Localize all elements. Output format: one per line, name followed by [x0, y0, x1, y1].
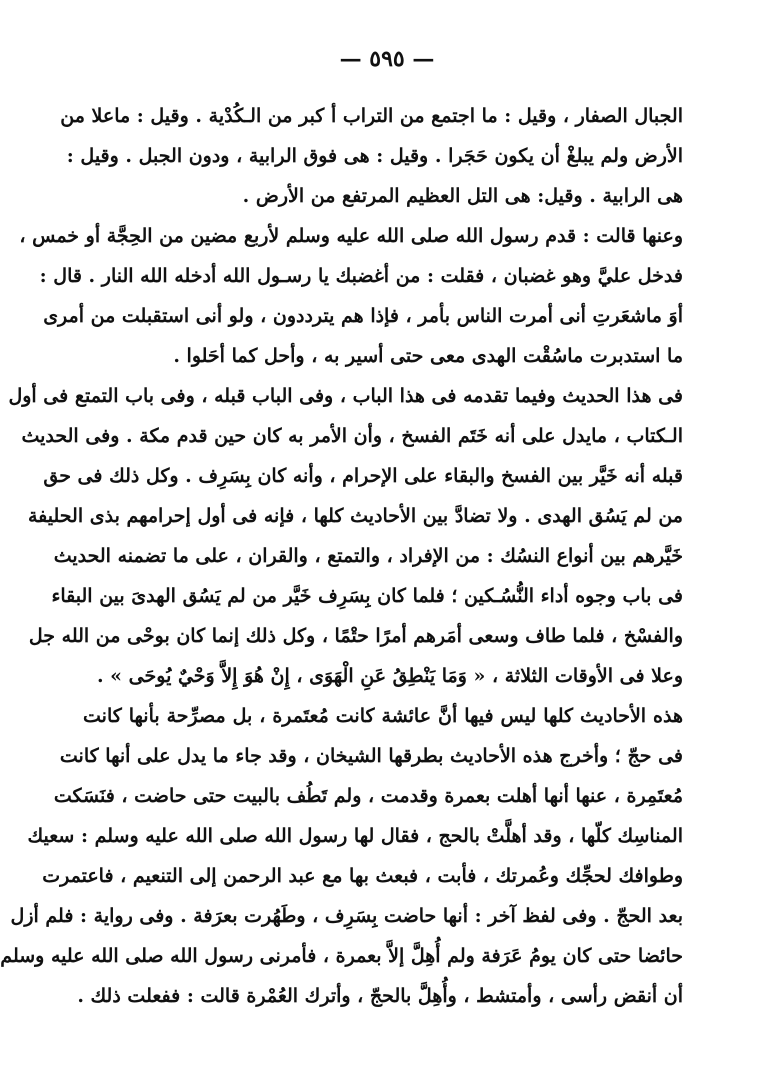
- text-line: بعد الحجّ . وفى لفظ آخر : أنها حاضت بِسَرِف ، وطَهُرت بعرَفة . وفى رواية : فلم أزل: [10, 905, 683, 927]
- text-line: أن أنقض رأسى ، وأمتشط ، وأُهِلَّ بالحجّ ، وأترك العُمْرة قالت : ففعلت ذلك .: [77, 985, 683, 1007]
- text-line: الـكتاب ، مايدل على أنه خَتَم الفسخ ، وأن الأمر به كان حين قدم مكة . وفى الحديث: [21, 425, 683, 447]
- text-line: المناسِك كلّها ، وقد أهلَّتْ بالحج ، فقال لها رسول الله صلى الله عليه وسلم : سعيك: [27, 825, 683, 847]
- text-line: حائضا حتى كان يومُ عَرَفة ولم أُهِلَّ إلاَّ بعمرة ، فأمرنى رسول الله صلى الله عليه وسلم: [0, 945, 683, 967]
- text-line: هذه الأحاديث كلها ليس فيها أنَّ عائشة كانت مُعتَمرة ، بل مصرِّحة بأنها كانت: [83, 705, 683, 727]
- body-text: [0, 96, 683, 1016]
- text-line: من لم يَسُق الهدى . ولا تضادَّ بين الأحاديث كلها ، فإنه فى أول إحرامهم بذى الحليفة: [27, 505, 683, 527]
- text-line: وعنها قالت : قدم رسول الله صلى الله عليه وسلم لأربع مضين من الحِجَّة أو خمس ،: [19, 225, 683, 247]
- text-line: الأرض ولم يبلغْ أن يكون حَجَرا . وقيل : هى فوق الرابية ، ودون الجبل . وقيل :: [66, 145, 683, 167]
- text-line: فى حجّ ؛ وأخرج هذه الأحاديث بطرقها الشيخان ، وقد جاء ما يدل على أنها كانت: [59, 745, 683, 767]
- text-line: فى باب وجوه أداء النُّسُـكين ؛ فلما كان بِسَرِف خَيَّر من لم يَسُق الهدىَ بين البقاء: [51, 585, 683, 607]
- text-line: مُعتَمِرة ، عنها أنها أهلت بعمرة وقدمت ، ولم تَطُف بالبيت حتى حاضت ، فنَسَكت: [53, 785, 683, 807]
- text-line: فى هذا الحديث وفيما تقدمه فى هذا الباب ، وفى الباب قبله ، وفى باب التمتع فى أول: [8, 385, 683, 407]
- text-line: وعلا فى الأوقات الثلاثة ، « وَمَا يَنْطِقُ عَنِ الْهَوَى ، إِنْ هُوَ إِلاَّ وَحْيٌ يُوحَى » .: [96, 665, 683, 687]
- text-line: وطوافك لحجِّك وعُمرتك ، فأبت ، فبعث بها مع عبد الرحمن إلى التنعيم ، فاعتمرت: [42, 865, 683, 887]
- text-line: ما استدبرت ماسُقْت الهدى معى حتى أسير به ، وأحل كما أحَلوا .: [173, 345, 683, 367]
- text-line: الجبال الصفار ، وقيل : ما اجتمع من التراب أ كبر من الـكُدْية . وقيل : ماعلا من: [60, 105, 683, 127]
- text-line: أوَ ماشعَرتِ أنى أمرت الناس بأمر ، فإذا هم يترددون ، ولو أنى استقبلت من أمرى: [43, 305, 683, 327]
- page-number: — ٥٩٥ —: [339, 46, 435, 72]
- text-line: هى الرابية . وقيل: هى التل العظيم المرتفع من الأرض .: [242, 185, 683, 207]
- text-line: فدخل عليَّ وهو غضبان ، فقلت : من أغضبك يا رسـول الله أدخله الله النار . قال :: [39, 265, 683, 287]
- text-line: قبله أنه خَيَّر بين الفسخ والبقاء على الإحرام ، وأنه كان بِسَرِف . وكل ذلك فى حق: [43, 465, 683, 487]
- text-line: خَيَّرهم بين أنواع النسُك : من الإفراد ، والتمتع ، والقران ، على ما تضمنه الحديث: [53, 545, 683, 567]
- text-line: والفسْخ ، فلما طاف وسعى أمَرهم أمرًا حتْمًا ، وكل ذلك إنما كان بوحْى من الله جل: [28, 625, 683, 647]
